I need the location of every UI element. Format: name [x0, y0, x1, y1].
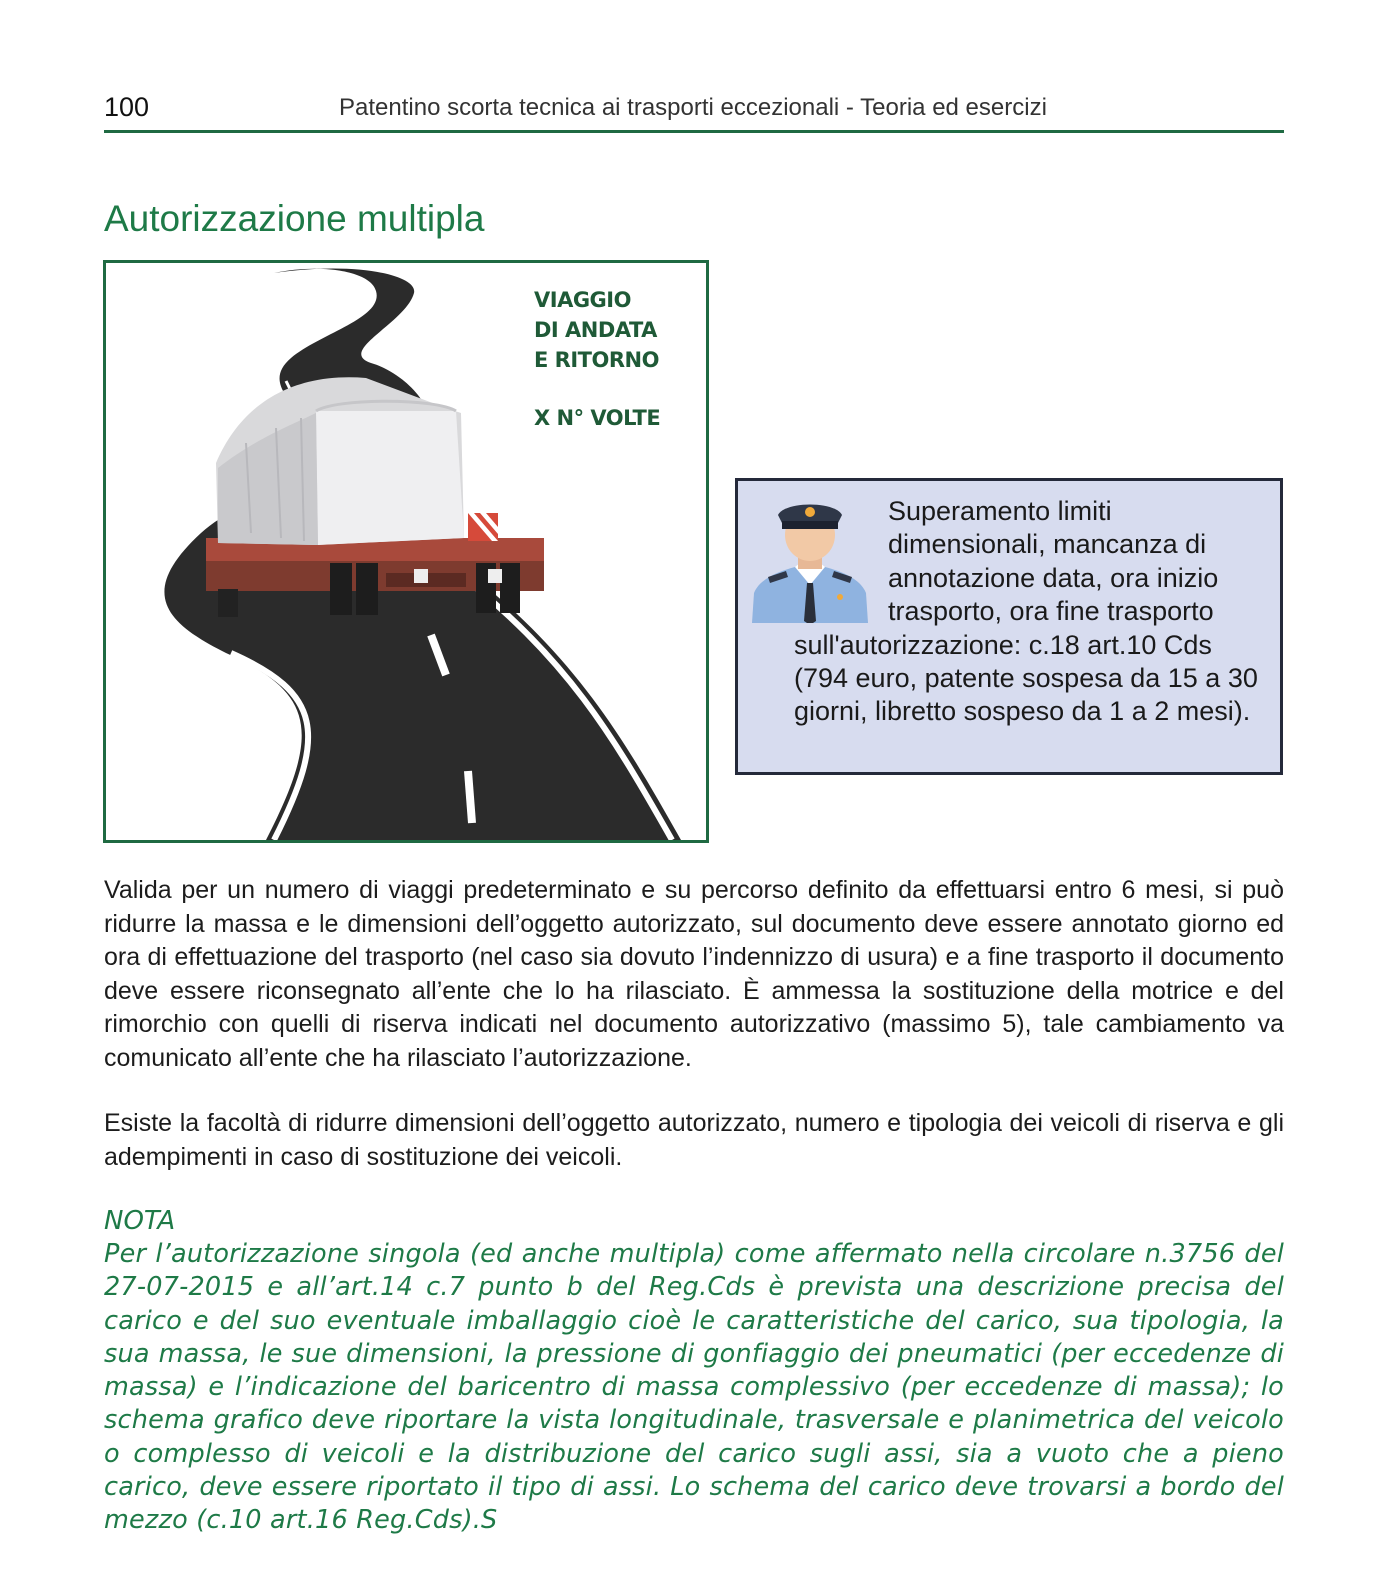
note-block: [104, 1205, 1284, 1538]
wrapped-load: [216, 377, 464, 545]
body-paragraph-2: Esiste la facoltà di ridurre dimensioni dell’oggetto autorizzato, numero e tipologia dei veicoli di riserva e gli adempimenti in caso di sostituzione dei veicoli.: [104, 1109, 1284, 1171]
road-transport-illustration: [103, 260, 709, 843]
penalty-info-box: [735, 478, 1283, 775]
section-title: Autorizzazione multipla: [104, 198, 485, 239]
running-title: Patentino scorta tecnica ai trasporti eccezionali - Teoria ed esercizi: [339, 94, 1047, 121]
body-paragraph-1: Valida per un numero di viaggi predeterminato e su percorso definito da effettuarsi entro 6 mesi, si può ridurre la massa e le dimensioni dell’oggetto autorizzato, sul documento deve essere annotato giorno ed ora di effettuazione del trasporto (nel caso sia dovuto l’indennizzo di usura) e a fine trasporto il documento deve essere riconsegnato all’ente che lo ha rilasciato. È ammessa la sostituzione della motrice e del rimorchio con quelli di riserva indicati nel documento autorizzativo (massimo 5), tale cambiamento va comunicato all’ente che ha rilasciato l’autorizzazione.: [104, 876, 1284, 1072]
info-text-wrap: [794, 495, 1264, 729]
caption-line: DI ANDATA: [534, 318, 657, 342]
note-text: Per l’autorizzazione singola (ed anche multipla) come affermato nella circolare n.3756 del 27-07-2015 e all’art.14 c.7 punto b del Reg.Cds è prevista una descrizione precisa del carico e del suo eventuale imballaggio cioè le caratteristiche del carico, sua tipologia, la sua massa, le sue dimensioni, la pressione di gonfiaggio dei pneumatici (per eccedenze di massa) e l’indicazione del baricentro di massa complessivo (per eccedenze di massa); lo schema grafico deve riportare la vista longitudinale, trasversale e planimetrica del veicolo o complesso di veicoli e la distribuzione del carico sugli assi, sia a vuoto che a pieno carico, deve essere riportato il tipo di assi. Lo schema del carico deve trovarsi a bordo del mezzo (c.10 art.16 Reg.Cds).S: [104, 1239, 1284, 1536]
note-title: NOTA: [104, 1206, 176, 1236]
caption-line: X N° VOLTE: [534, 406, 661, 430]
figure-caption: [534, 285, 660, 433]
page-header: [104, 88, 1284, 133]
penalty-text: Superamento limiti dimensionali, mancanza di annotazione data, ora inizio trasporto, ora fine trasporto sull'autorizzazione: c.18 art.10 Cds (794 euro, patente sospesa da 15 a 30 giorni, libretto sospeso da 1 a 2 mesi).: [794, 496, 1258, 727]
caption-line: E RITORNO: [534, 348, 659, 372]
caption-line: VIAGGIO: [534, 288, 631, 312]
page-number: 100: [104, 92, 150, 122]
